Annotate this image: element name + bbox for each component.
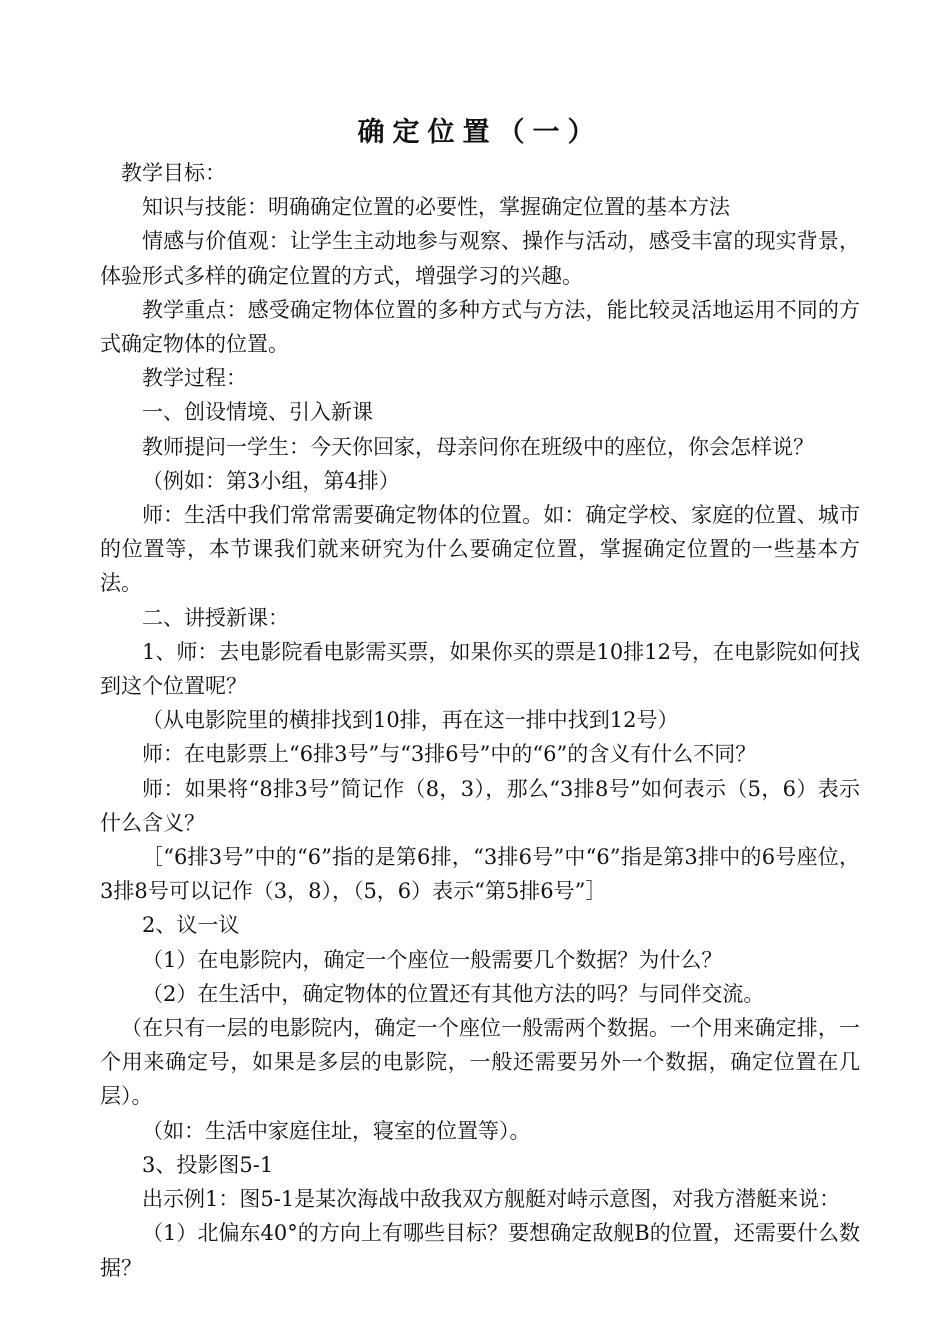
paragraph-discuss-2: （2）在生活中，确定物体的位置还有其他方法的吗？与同伴交流。 — [142, 981, 765, 1006]
document-page — [100, 110, 860, 1285]
paragraph-teacher-intro: 师：生活中我们常常需要确定物体的位置。如：确定学校、家庭的位置、城市的位置等，本节课我们就来研究为什么要确定位置，掌握确定位置的一些基本方法。 — [100, 503, 860, 596]
paragraph-example-1: 出示例1：图5-1是某次海战中敌我双方舰艇对峙示意图，对我方潜艇来说： — [142, 1187, 841, 1212]
section-heading-discuss: 2、议一议 — [142, 913, 240, 938]
paragraph-example-answer: （例如：第3小组，第4排） — [142, 468, 400, 493]
paragraph-cinema-question: 1、师：去电影院看电影需买票，如果你买的票是10排12号，在电影院如何找到这个位置呢？ — [100, 639, 860, 699]
paragraph-key-points: 教学重点：感受确定物体位置的多种方式与方法，能比较灵活地运用不同的方式确定物体的位置。 — [100, 297, 860, 357]
paragraph-discuss-1: （1）在电影院内，确定一个座位一般需要几个数据？为什么？ — [142, 947, 723, 972]
paragraph-teaching-goals: 教学目标： — [121, 161, 226, 185]
section-heading-2: 二、讲授新课： — [142, 605, 289, 630]
paragraph-teacher-question: 教师提问一学生：今天你回家，母亲问你在班级中的座位，你会怎样说？ — [142, 434, 814, 459]
paragraph-knowledge-skills: 知识与技能：明确确定位置的必要性，掌握确定位置的基本方法 — [142, 195, 730, 220]
paragraph-cinema-answer: （从电影院里的横排找到10排，再在这一排中找到12号） — [142, 708, 679, 733]
paragraph-emotion-values: 情感与价值观：让学生主动地参与观察、操作与活动，感受丰富的现实背景，体验形式多样的确定位置的方式，增强学习的兴趣。 — [100, 229, 860, 288]
section-heading-1: 一、创设情境、引入新课 — [142, 400, 373, 425]
paragraph-life-examples: （如：生活中家庭住址，寝室的位置等）。 — [142, 1118, 531, 1143]
paragraph-notation-answer: ［“6排3号”中的“6”指的是第6排，“3排6号”中“6”指是第3排中的6号座位，3排8号可以记作（3，8），（5，6）表示“第5排6号”］ — [100, 845, 860, 904]
paragraph-ticket-question: 师：在电影票上“6排3号”与“3排6号”中的“6”的含义有什么不同？ — [142, 742, 757, 767]
section-heading-projection: 3、投影图5-1 — [142, 1152, 274, 1177]
paragraph-example-1-question: （1）北偏东40°的方向上有哪些目标？要想确定敌舰B的位置，还需要什么数据？ — [100, 1221, 860, 1280]
page-title: 确定位置（一） — [357, 117, 603, 148]
paragraph-teaching-process: 教学过程： — [142, 366, 247, 391]
paragraph-discuss-answer: （在只有一层的电影院内，确定一个座位一般需两个数据。一个用来确定排，一个用来确定号，如果是多层的电影院，一般还需要另外一个数据，确定位置在几层）。 — [100, 1016, 860, 1109]
paragraph-notation-question: 师：如果将“8排3号”简记作（8，3），那么“3排8号”如何表示（5，6）表示什么含义？ — [100, 776, 860, 835]
